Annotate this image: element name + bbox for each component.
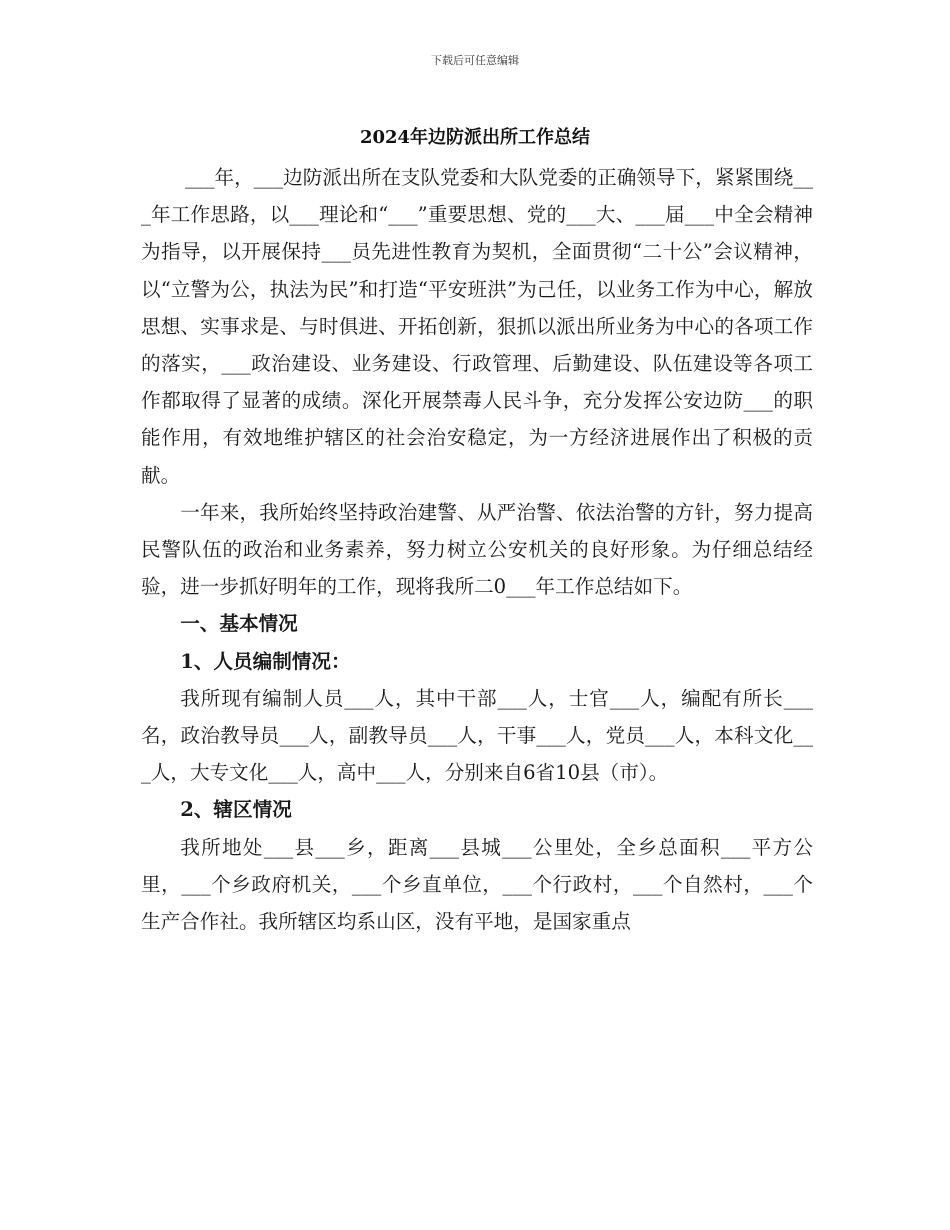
paragraph-jurisdiction: 我所地处___县___乡，距离___县城___公里处，全乡总面积___平方公里，___个乡政府机关，___个乡直单位，___个行政村，___个自然村，___个生产合作社。我所辖区均系山区，没有平地，是国家重点: [141, 835, 813, 934]
subheading-staffing: 1、人员编制情况：: [180, 649, 351, 673]
page-header-note: 下载后可任意编辑: [431, 54, 519, 67]
paragraph-overview: 一年来，我所始终坚持政治建警、从严治警、依法治警的方针，努力提高民警队伍的政治和业务素养，努力树立公安机关的良好形象。为仔细总结经验，进一步抓好明年的工作，现将我所二0___年工作总结如下。: [141, 500, 813, 599]
subheading-jurisdiction: 2、辖区情况: [180, 798, 292, 822]
section-heading-basic-situation: 一、基本情况: [180, 612, 298, 636]
document-body: [141, 159, 813, 940]
paragraph-staffing: 我所现有编制人员___人，其中干部___人，士官___人，编配有所长___名，政治教导员___人，副教导员___人，干事___人，党员___人，本科文化___人，大专文化___人，高中___人，分别来自6省10县（市）。: [141, 686, 813, 785]
document-title: 2024年边防派出所工作总结: [359, 127, 591, 148]
paragraph-intro: ___年，___边防派出所在支队党委和大队党委的正确领导下，紧紧围绕___年工作思路，以___理论和“___”重要思想、党的___大、___届___中全会精神为指导，以开展保持___员先进性教育为契机，全面贯彻“二十公”会议精神，以“立警为公，执法为民”和打造“平安班洪”为己任，以业务工作为中心，解放思想、实事求是、与时俱进、开拓创新，狠抓以派出所业务为中心的各项工作的落实，___政治建设、业务建设、行政管理、后勤建设、队伍建设等各项工作都取得了显著的成绩。深化开展禁毒人民斗争，充分发挥公安边防___的职能作用，有效地维护辖区的社会治安稳定，为一方经济进展作出了积极的贡献。: [141, 166, 813, 487]
